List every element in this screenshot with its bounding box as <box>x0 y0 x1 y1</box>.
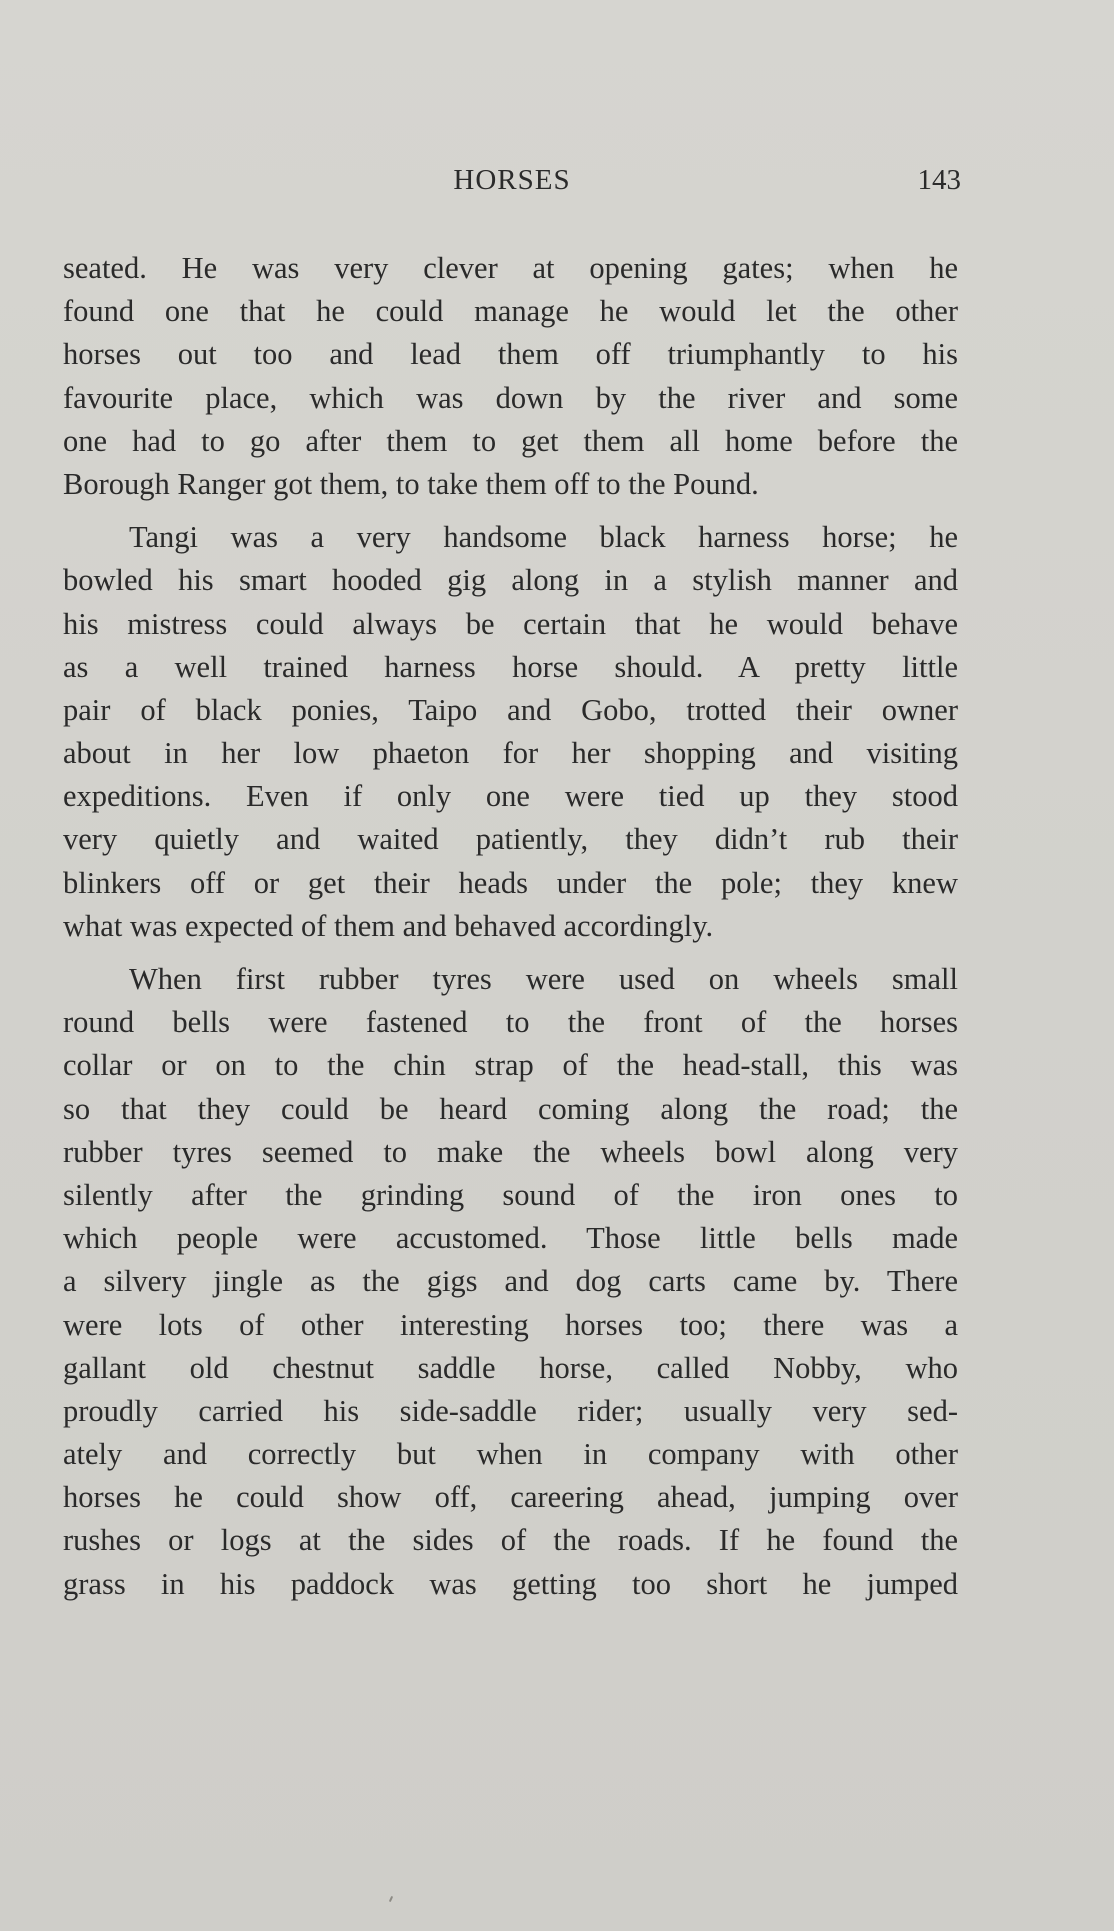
text-line: bowled his smart hooded gig along in a stylish manner and <box>63 563 958 598</box>
text-line: When first rubber tyres were used on wheels small <box>129 962 958 996</box>
text-line: found one that he could manage he would let the other <box>63 294 958 329</box>
text-line: horses he could show off, careering ahead, jumping over <box>63 1480 958 1515</box>
text-line: what was expected of them and behaved accordingly. <box>63 908 714 943</box>
text-line: Borough Ranger got them, to take them off to the Pound. <box>63 466 759 501</box>
text-line: expeditions. Even if only one were tied up they stood <box>63 779 958 814</box>
text-line: ately and correctly but when in company with other <box>63 1437 958 1472</box>
text-line: proudly carried his side-saddle rider; usually very sed- <box>63 1393 958 1428</box>
text-line: which people were accustomed. Those little bells made <box>63 1221 958 1256</box>
paragraph <box>63 516 958 948</box>
text-line: so that they could be heard coming along the road; the <box>63 1091 958 1126</box>
text-line: silently after the grinding sound of the iron ones to <box>63 1177 958 1212</box>
text-line: pair of black ponies, Taipo and Gobo, trotted their owner <box>63 692 958 727</box>
text-line: his mistress could always be certain that he would behave <box>63 606 958 641</box>
text-line: rushes or logs at the sides of the roads. If he found the <box>63 1523 958 1558</box>
paragraph <box>63 958 958 1606</box>
text-line: blinkers off or get their heads under the pole; they knew <box>63 865 958 900</box>
text-line: collar or on to the chin strap of the head-stall, this was <box>63 1048 958 1083</box>
text-line: rubber tyres seemed to make the wheels bowl along very <box>63 1134 958 1169</box>
text-line: a silvery jingle as the gigs and dog carts came by. There <box>63 1264 958 1299</box>
running-head <box>0 164 1114 204</box>
text-line: favourite place, which was down by the river and some <box>63 380 958 415</box>
paper-speck <box>389 1896 393 1902</box>
text-line: were lots of other interesting horses too; there was a <box>63 1307 958 1342</box>
text-line: as a well trained harness horse should. A pretty little <box>63 649 958 684</box>
paragraph <box>63 247 958 506</box>
page-number: 143 <box>917 164 961 196</box>
text-line: gallant old chestnut saddle horse, called Nobby, who <box>63 1350 958 1385</box>
text-line: horses out too and lead them off triumphantly to his <box>63 337 958 372</box>
chapter-title: HORSES <box>453 164 571 196</box>
body-text <box>63 247 958 1606</box>
text-line: seated. He was very clever at opening gates; when he <box>63 251 958 285</box>
text-line: round bells were fastened to the front of the horses <box>63 1005 958 1040</box>
text-line: very quietly and waited patiently, they didn’t rub their <box>63 822 958 857</box>
text-line: Tangi was a very handsome black harness horse; he <box>129 520 958 555</box>
text-line: about in her low phaeton for her shopping and visiting <box>63 736 958 771</box>
text-line: one had to go after them to get them all home before the <box>63 423 958 458</box>
text-line: grass in his paddock was getting too short he jumped <box>63 1566 958 1601</box>
